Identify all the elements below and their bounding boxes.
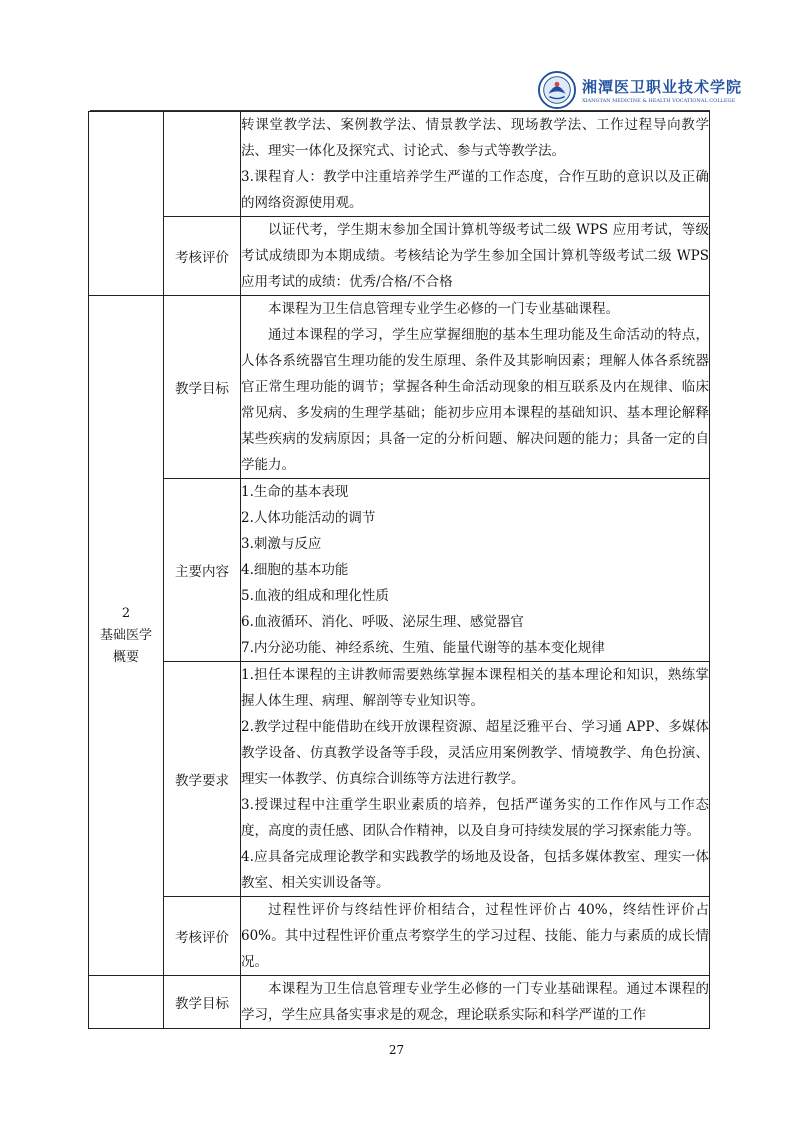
item-label: 教学目标 [164, 976, 241, 1029]
list-item: 2.教学过程中能借助在线开放课程资源、超星泛雅平台、学习通 APP、多媒体教学设备、仿真教学设备等手段，灵活应用案例教学、情境教学、角色扮演、理实一体教学、仿真综合训练等方法进行教学。 [241, 719, 709, 787]
list-item: 7.内分泌功能、神经系统、生殖、能量代谢等的基本变化规律 [241, 640, 605, 656]
table-row [89, 662, 710, 897]
school-name: 湘潭医卫职业技术学院 [582, 78, 743, 96]
course-cell [89, 296, 164, 976]
list-item: 5.血液的组成和理化性质 [241, 588, 389, 604]
content-line: 通过本课程的学习，学生应掌握细胞的基本生理功能及生命活动的特点，人体各系统器官生理功能的发生原理、条件及其影响因素；理解人体各系统器官正常生理功能的调节；掌握各种生命活动现象的相互联系及内在规律、临床常见病、多发病的生理学基础；能初步应用本课程的基础知识、基本理论解释某些疾病的发病原因；具备一定的分析问题、解决问题的能力；具备一定的自学能力。 [241, 327, 709, 473]
content-cell [241, 296, 710, 479]
item-label: 主要内容 [164, 479, 241, 662]
content-line: 转课堂教学法、案例教学法、情景教学法、现场教学法、工作过程导向教学法、理实一体化及探究式、讨论式、参与式等教学法。 [241, 117, 709, 159]
list-item: 6.血液循环、消化、呼吸、泌尿生理、感觉器官 [241, 614, 524, 630]
content-line: 过程性评价与终结性评价相结合，过程性评价占 40%，终结性评价占 60%。其中过程性评价重点考察学生的学习过程、技能、能力与素质的成长情况。 [241, 902, 709, 970]
header-logo [538, 66, 742, 114]
content-cell [241, 897, 710, 976]
list-item: 4.细胞的基本功能 [241, 562, 349, 578]
table-row [89, 112, 710, 217]
course-cell [89, 112, 164, 296]
table-row [89, 217, 710, 296]
course-table [88, 111, 710, 1029]
item-label: 教学要求 [164, 662, 241, 897]
list-item: 3.刺激与反应 [241, 536, 322, 552]
course-name-line2: 概要 [112, 649, 139, 665]
content-line: 3.课程育人：教学中注重培养学生严谨的工作态度，合作互助的意识以及正确的网络资源使用观。 [241, 169, 709, 211]
content-line: 本课程为卫生信息管理专业学生必修的一门专业基础课程。通过本课程的学习，学生应具备实事求是的观念，理论联系实际和科学严谨的工作 [241, 981, 709, 1023]
item-label: 教学目标 [164, 296, 241, 479]
page-number: 27 [388, 1043, 405, 1057]
content-cell [241, 112, 710, 217]
list-item: 1.担任本课程的主讲教师需要熟练掌握本课程相关的基本理论和知识，熟练掌握人体生理、病理、解剖等专业知识等。 [241, 667, 709, 709]
content-line: 本课程为卫生信息管理专业学生必修的一门专业基础课程。 [268, 301, 619, 317]
list-item: 2.人体功能活动的调节 [241, 510, 376, 526]
content-line: 以证代考，学生期末参加全国计算机等级考试二级 WPS 应用考试，等级考试成绩即为本期成绩。考核结论为学生参加全国计算机等级考试二级 WPS 应用考试的成绩：优秀/合格/不合格 [241, 222, 709, 290]
content-cell [241, 662, 710, 897]
list-item: 4.应具备完成理论教学和实践教学的场地及设备，包括多媒体教室、理实一体教室、相关实训设备等。 [241, 849, 709, 891]
course-number: 2 [121, 605, 131, 621]
item-label: 考核评价 [164, 217, 241, 296]
list-item: 1.生命的基本表现 [241, 484, 349, 500]
item-label: 考核评价 [164, 897, 241, 976]
content-cell [241, 479, 710, 662]
school-name-en: XIANGTAN MEDICINE & HEALTH VOCATIONAL COLLEGE [582, 98, 736, 104]
content-cell [241, 217, 710, 296]
table-row [89, 976, 710, 1029]
item-label-cell [164, 112, 241, 217]
content-cell [241, 976, 710, 1029]
table-row [89, 479, 710, 662]
table-row [89, 296, 710, 479]
table-row [89, 897, 710, 976]
college-seal-icon [538, 71, 576, 109]
course-name-line1: 基础医学 [99, 627, 152, 643]
list-item: 3.授课过程中注重学生职业素质的培养，包括严谨务实的工作作风与工作态度，高度的责任感、团队合作精神，以及自身可持续发展的学习探索能力等。 [241, 797, 709, 839]
course-cell [89, 976, 164, 1029]
